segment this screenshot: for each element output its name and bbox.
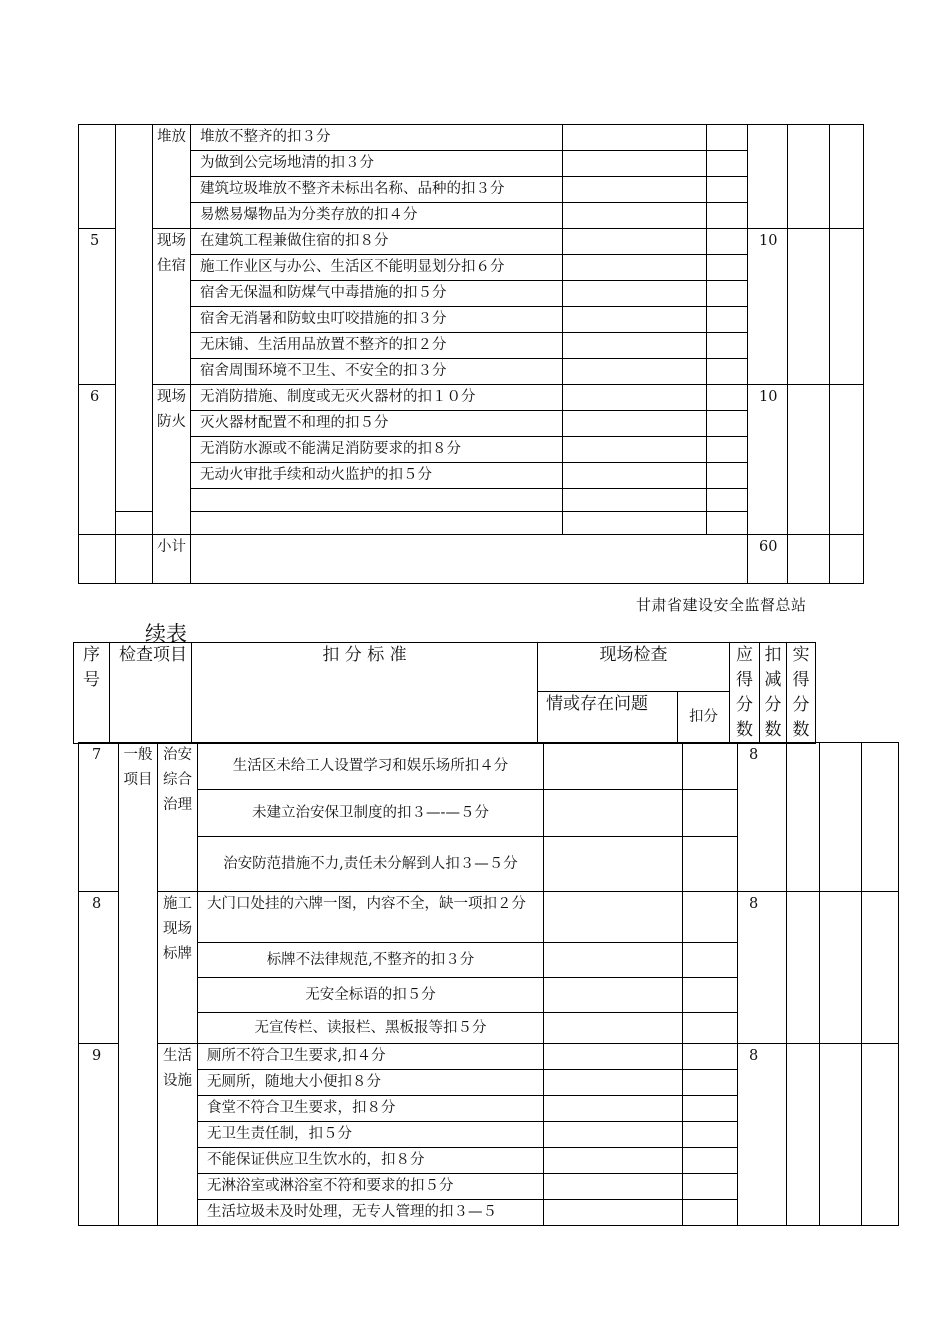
deducted-cell xyxy=(788,125,830,229)
row-no: 8 xyxy=(79,892,119,1044)
criteria-cell: 标牌不法律规范,不整齐的扣３分 xyxy=(198,943,544,978)
actual-cell-2 xyxy=(862,743,899,892)
criteria-cell: 宿舍无保温和防煤气中毒措施的扣５分 xyxy=(191,281,563,307)
issue-cell xyxy=(563,489,707,512)
item-name: 现场防火 xyxy=(153,385,191,535)
header-table xyxy=(73,642,816,744)
footer-organization: 甘肃省建设安全监督总站 xyxy=(636,596,807,614)
deduct-cell xyxy=(707,307,748,333)
item-name: 生活设施 xyxy=(158,1044,198,1226)
issue-cell xyxy=(544,1200,683,1226)
category-cell xyxy=(116,535,153,584)
deducted-cell xyxy=(787,892,820,1044)
actual-cell xyxy=(830,385,864,535)
issue-cell xyxy=(544,1096,683,1122)
criteria-cell: 无宣传栏、读报栏、黑板报等扣５分 xyxy=(198,1013,544,1044)
deduct-cell xyxy=(683,1096,738,1122)
criteria-cell: 厕所不符合卫生要求,扣４分 xyxy=(198,1044,544,1070)
should-score-cell: 10 xyxy=(748,385,788,535)
deduct-cell xyxy=(683,743,738,790)
item-name: 施工现场标牌 xyxy=(158,892,198,1044)
deducted-cell xyxy=(788,229,830,385)
score-table-part1 xyxy=(78,124,864,584)
deduct-cell xyxy=(683,978,738,1013)
issue-cell xyxy=(563,203,707,229)
deduct-cell xyxy=(683,943,738,978)
issue-cell xyxy=(544,1070,683,1096)
row-no: 9 xyxy=(79,1044,119,1226)
issue-cell xyxy=(563,385,707,411)
continued-title: 续表 xyxy=(145,622,187,646)
actual-cell xyxy=(820,892,862,1044)
issue-cell xyxy=(563,177,707,203)
deduct-cell xyxy=(563,512,707,535)
deduct-cell xyxy=(707,151,748,177)
deduct-cell xyxy=(707,255,748,281)
issue-cell xyxy=(563,437,707,463)
deduct-cell xyxy=(707,125,748,151)
criteria-cell: 宿舍无消暑和防蚊虫叮咬措施的扣３分 xyxy=(191,307,563,333)
category-cell xyxy=(116,125,153,512)
criteria-cell: 生活区未给工人设置学习和娱乐场所扣４分 xyxy=(198,743,544,790)
issue-cell xyxy=(544,1122,683,1148)
issue-cell xyxy=(544,837,683,892)
header-item: 检查项目 xyxy=(110,643,192,744)
actual-cell xyxy=(820,1044,862,1226)
header-no: 序号 xyxy=(74,643,110,744)
header-actual: 实得分数 xyxy=(787,643,816,744)
criteria-cell: 生活垃圾未及时处理，无专人管理的扣３—５ xyxy=(198,1200,544,1226)
criteria-cell xyxy=(116,512,153,535)
should-score-cell xyxy=(748,125,788,229)
criteria-cell: 无动火审批手续和动火监护的扣５分 xyxy=(191,463,563,489)
subtotal-score: 60 xyxy=(748,535,788,584)
actual-cell xyxy=(830,535,864,584)
criteria-cell: 易燃易爆物品为分类存放的扣４分 xyxy=(191,203,563,229)
criteria-cell: 无卫生责任制，扣５分 xyxy=(198,1122,544,1148)
issue-cell xyxy=(544,790,683,837)
deduct-cell xyxy=(683,1122,738,1148)
subtotal-criteria xyxy=(191,535,748,584)
deducted-cell xyxy=(787,1044,820,1226)
criteria-cell: 食堂不符合卫生要求，扣８分 xyxy=(198,1096,544,1122)
criteria-cell: 未建立治安保卫制度的扣３—-—５分 xyxy=(198,790,544,837)
criteria-cell: 不能保证供应卫生饮水的，扣８分 xyxy=(198,1148,544,1174)
item-name: 治安综合治理 xyxy=(158,743,198,892)
issue-cell xyxy=(563,281,707,307)
header-onsite: 现场检查 xyxy=(538,643,730,692)
deduct-cell xyxy=(707,177,748,203)
issue-cell xyxy=(563,333,707,359)
criteria-cell: 建筑垃圾堆放不整齐未标出名称、品种的扣３分 xyxy=(191,177,563,203)
issue-cell xyxy=(563,151,707,177)
deduct-cell xyxy=(707,359,748,385)
issue-cell xyxy=(563,125,707,151)
criteria-cell: 无消防水源或不能满足消防要求的扣８分 xyxy=(191,437,563,463)
deduct-cell xyxy=(707,385,748,411)
criteria-cell: 无厕所，随地大小便扣８分 xyxy=(198,1070,544,1096)
should-score-cell: 10 xyxy=(748,229,788,385)
actual-cell-2 xyxy=(862,892,899,1044)
issue-cell xyxy=(563,229,707,255)
deduct-cell xyxy=(683,1070,738,1096)
issue-cell xyxy=(544,943,683,978)
header-should-score: 应得分数 xyxy=(730,643,760,744)
deduct-cell xyxy=(707,203,748,229)
deduct-cell xyxy=(683,790,738,837)
issue-cell xyxy=(191,512,563,535)
deduct-cell xyxy=(707,281,748,307)
item-name: 堆放 xyxy=(153,125,191,229)
deduct-cell xyxy=(707,437,748,463)
deduct-cell xyxy=(683,837,738,892)
criteria-cell: 施工作业区与办公、生活区不能明显划分扣６分 xyxy=(191,255,563,281)
criteria-cell: 为做到公完场地清的扣３分 xyxy=(191,151,563,177)
deduct-cell xyxy=(683,1200,738,1226)
deducted-cell xyxy=(788,385,830,535)
deduct-cell xyxy=(707,463,748,489)
criteria-cell: 无床铺、生活用品放置不整齐的扣２分 xyxy=(191,333,563,359)
deduct-cell xyxy=(707,333,748,359)
issue-cell xyxy=(544,978,683,1013)
row-no xyxy=(79,125,116,229)
deducted-cell xyxy=(788,535,830,584)
item-name: 现场住宿 xyxy=(153,229,191,385)
criteria-cell: 无消防措施、制度或无灭火器材的扣１０分 xyxy=(191,385,563,411)
row-no: 6 xyxy=(79,385,116,535)
should-score-cell: 8 xyxy=(738,743,787,892)
deduct-cell xyxy=(683,1013,738,1044)
issue-cell xyxy=(544,1013,683,1044)
row-no: 5 xyxy=(79,229,116,385)
criteria-cell: 治安防范措施不力,责任未分解到人扣３—５分 xyxy=(198,837,544,892)
issue-cell xyxy=(563,255,707,281)
should-score-cell: 8 xyxy=(738,892,787,1044)
criteria-cell: 无淋浴室或淋浴室不符和要求的扣５分 xyxy=(198,1174,544,1200)
criteria-cell: 大门口处挂的六牌一图，内容不全，缺一项扣２分 xyxy=(198,892,544,943)
subtotal-label: 小计 xyxy=(153,535,191,584)
deduct-cell xyxy=(683,892,738,943)
issue-cell xyxy=(563,463,707,489)
criteria-cell: 灭火器材配置不和理的扣５分 xyxy=(191,411,563,437)
row-no xyxy=(79,535,116,584)
header-criteria: 扣 分 标 准 xyxy=(192,643,538,744)
criteria-cell: 在建筑工程兼做住宿的扣８分 xyxy=(191,229,563,255)
issue-cell xyxy=(544,1148,683,1174)
score-table-part2 xyxy=(78,742,899,1226)
deduct-cell xyxy=(683,1148,738,1174)
deduct-cell xyxy=(707,229,748,255)
deduct-cell xyxy=(707,411,748,437)
actual-cell xyxy=(820,743,862,892)
issue-cell xyxy=(544,892,683,943)
actual-cell-2 xyxy=(862,1044,899,1226)
header-deduct: 扣分 xyxy=(678,692,730,744)
criteria-cell: 堆放不整齐的扣３分 xyxy=(191,125,563,151)
issue-cell xyxy=(563,307,707,333)
should-score-cell: 8 xyxy=(738,1044,787,1226)
header-onsite-issue: 情或存在问题 xyxy=(538,692,678,744)
issue-cell xyxy=(544,1044,683,1070)
criteria-cell: 无安全标语的扣５分 xyxy=(198,978,544,1013)
criteria-cell: 宿舍周围环境不卫生、不安全的扣３分 xyxy=(191,359,563,385)
actual-cell xyxy=(830,125,864,229)
criteria-cell xyxy=(191,489,563,512)
category-cell: 一般项目 xyxy=(119,743,158,1226)
issue-cell xyxy=(563,359,707,385)
deduct-cell xyxy=(707,489,748,512)
issue-cell xyxy=(544,1174,683,1200)
deduct-cell xyxy=(683,1044,738,1070)
actual-cell xyxy=(830,229,864,385)
deducted-cell xyxy=(787,743,820,892)
issue-cell xyxy=(544,743,683,790)
issue-cell xyxy=(563,411,707,437)
row-no: 7 xyxy=(79,743,119,892)
header-deducted: 扣减分数 xyxy=(760,643,787,744)
deduct-cell xyxy=(683,1174,738,1200)
